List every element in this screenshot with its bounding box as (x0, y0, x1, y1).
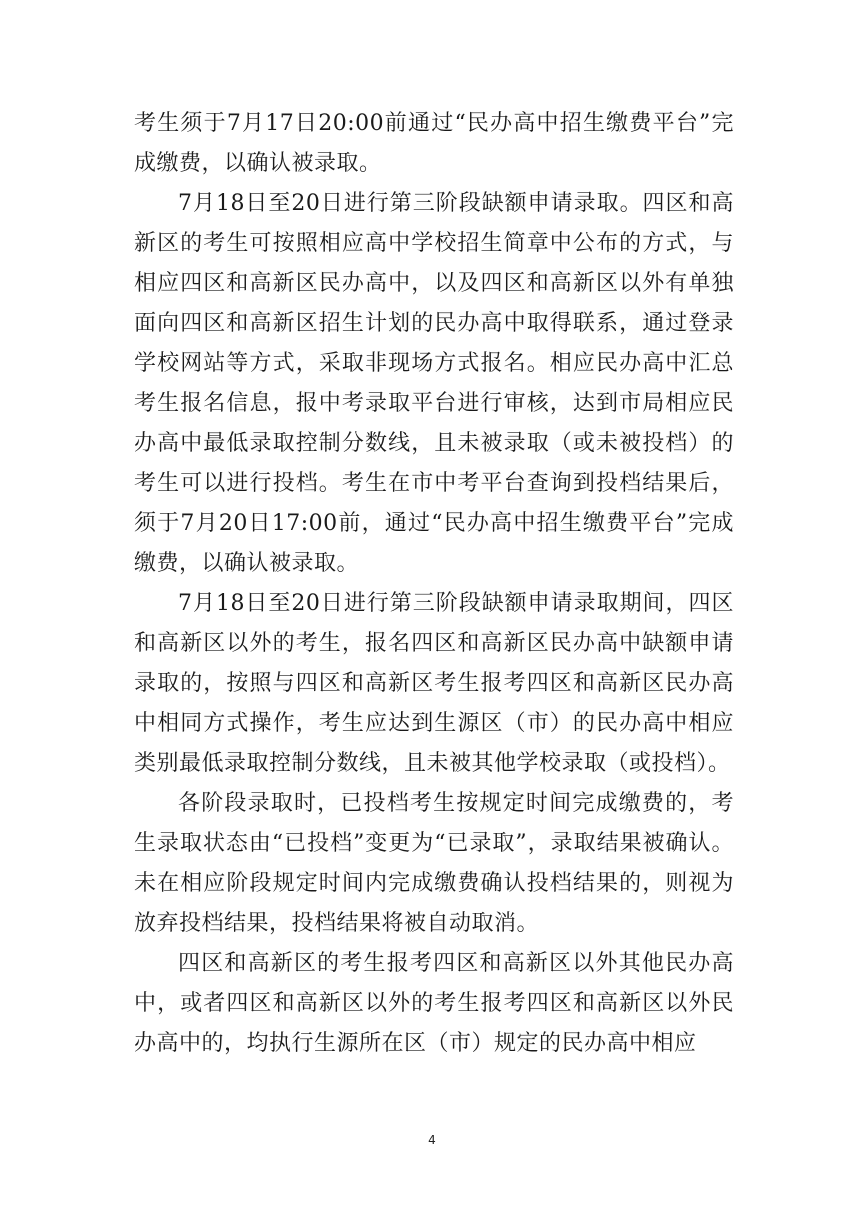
paragraph-cross-district-rules: 四区和高新区的考生报考四区和高新区以外其他民办高中，或者四区和高新区以外的考生报考四区和高新区以外民办高中的，均执行生源所在区（市）规定的民办高中相应 (134, 951, 734, 1056)
paragraph-third-stage-admission: 7月18日至20日进行第三阶段缺额申请录取。四区和高新区的考生可按照相应高中学校招生简章中公布的方式，与相应四区和高新区民办高中，以及四区和高新区以外有单独面向四区和高新区招生计划的民办高中取得联系，通过登录学校网站等方式，采取非现场方式报名。相应民办高中汇总考生报名信息，报中考录取平台进行审核，达到市局相应民办高中最低录取控制分数线，且未被录取（或未被投档）的考生可以进行投档。考生在市中考平台查询到投档结果后，须于7月20日17:00前，通过“民办高中招生缴费平台”完成缴费，以确认被录取。 (134, 191, 734, 576)
paragraph-admission-status: 各阶段录取时，已投档考生按规定时间完成缴费的，考生录取状态由“已投档”变更为“已录取”，录取结果被确认。未在相应阶段规定时间内完成缴费确认投档结果的，则视为放弃投档结果，投档结果将被自动取消。 (134, 791, 734, 936)
page-number: 4 (428, 1133, 436, 1147)
paragraph-payment-deadline: 考生须于7月17日20:00前通过“民办高中招生缴费平台”完成缴费，以确认被录取。 (134, 111, 734, 176)
document-body (134, 104, 734, 1064)
paragraph-outside-district-applicants: 7月18日至20日进行第三阶段缺额申请录取期间，四区和高新区以外的考生，报名四区和高新区民办高中缺额申请录取的，按照与四区和高新区考生报考四区和高新区民办高中相同方式操作，考生应达到生源区（市）的民办高中相应类别最低录取控制分数线，且未被其他学校录取（或投档）。 (134, 591, 734, 776)
